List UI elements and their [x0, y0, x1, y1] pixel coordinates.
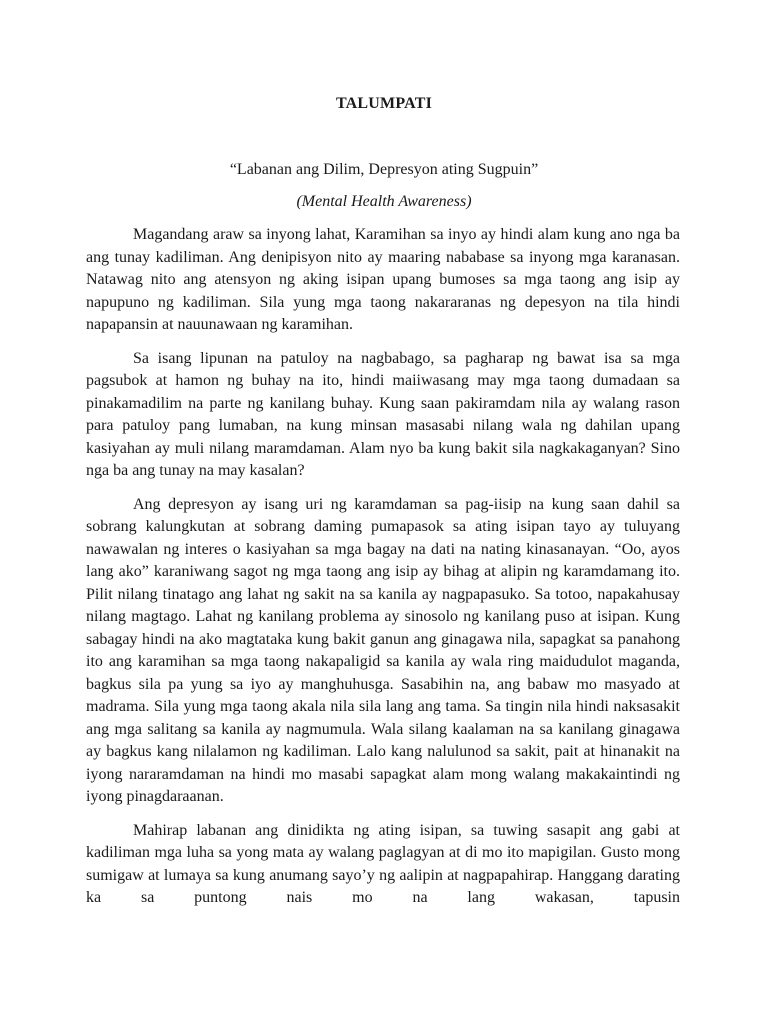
paragraph-3: Ang depresyon ay isang uri ng karamdaman sa pag-iisip na kung saan dahil sa sobrang kalungkutan at sobrang daming pumapasok sa ating isipan tayo ay tuluyang nawawalan ng interes o kasiyahan sa mga bagay na dati na nating kinasanayan. “Oo, ayos lang ako” karaniwang sagot ng mga taong ang isip ay bihag at alipin ng karamdamang ito. Pilit nilang tinatago ang lahat ng sakit na sa kanila ay nagpapasuko. Sa totoo, napakahusay nilang magtago. Lahat ng kanilang problema ay sinosolo ng kanilang puso at isipan. Kung sabagay hindi na ako magtataka kung bakit ganun ang ginagawa nila, sapagkat sa panahong ito ang karamihan sa mga taong nakapaligid sa kanila ay wala ring maidudulot maganda, bagkus sila pa yung sa iyo ay manghuhusga. Sasabihin na, ang babaw mo masyado at madrama. Sila yung mga taong akala nila sila lang ang tama. Sa tingin nila hindi naksasakit ang mga salitang sa kanila ay nagmumula. Wala silang kaalaman na sa kanilang ginagawa ay bagkus kang nilalamon ng kadiliman. Lalo kang nalulunod sa sakit, pait at hinanakit na iyong nararamdaman na hindi mo masabi sapagkat alam mong walang makakaintindi ng iyong pinagdaraanan.	[86, 495, 680, 805]
speech-subtitle: (Mental Health Awareness)	[296, 193, 472, 210]
paragraph-1: Magandang araw sa inyong lahat, Karamihan sa inyo ay hindi alam kung ano nga ba ang tunay kadiliman. Ang denipisyon nito ay maaring nababase sa inyong mga karanasan. Natawag nito ang atensyon ng aking isipan upang bumoses sa mga taong ang isip ay napupuno ng kadiliman. Sila yung mga taong nakararanas ng depesyon na tila hindi napapansin at nauunawaan ng karamihan.	[86, 226, 680, 333]
speech-title: “Labanan ang Dilim, Depresyon ating Sugpuin”	[229, 161, 539, 178]
speech-body	[86, 224, 680, 921]
paragraph-4: Mahirap labanan ang dinidikta ng ating isipan, sa tuwing sasapit ang gabi at kadiliman mga luha sa yong mata ay walang paglagyan at di mo ito mapigilan. Gusto mong sumigaw at lumaya sa kung anumang sayo’y ng aalipin at nagpapahirap. Hanggang darating ka sa puntong nais mo na lang wakasan, tapusin	[86, 821, 680, 906]
paragraph-2: Sa isang lipunan na patuloy na nagbabago, sa pagharap ng bawat isa sa mga pagsubok at hamon ng buhay na ito, hindi maiiwasang may mga taong dumadaan sa pinakamadilim na parte ng kanilang buhay. Kung saan pakiramdam nila ay walang rason para patuloy pang lumaban, na kung minsan masasabi nilang wala ng dahilan upang kasiyahan ay muli nilang maramdaman. Alam nyo ba kung bakit sila nagkakaganyan? Sino nga ba ang tunay na may kasalan?	[86, 349, 680, 479]
document-heading: TALUMPATI	[335, 95, 433, 112]
